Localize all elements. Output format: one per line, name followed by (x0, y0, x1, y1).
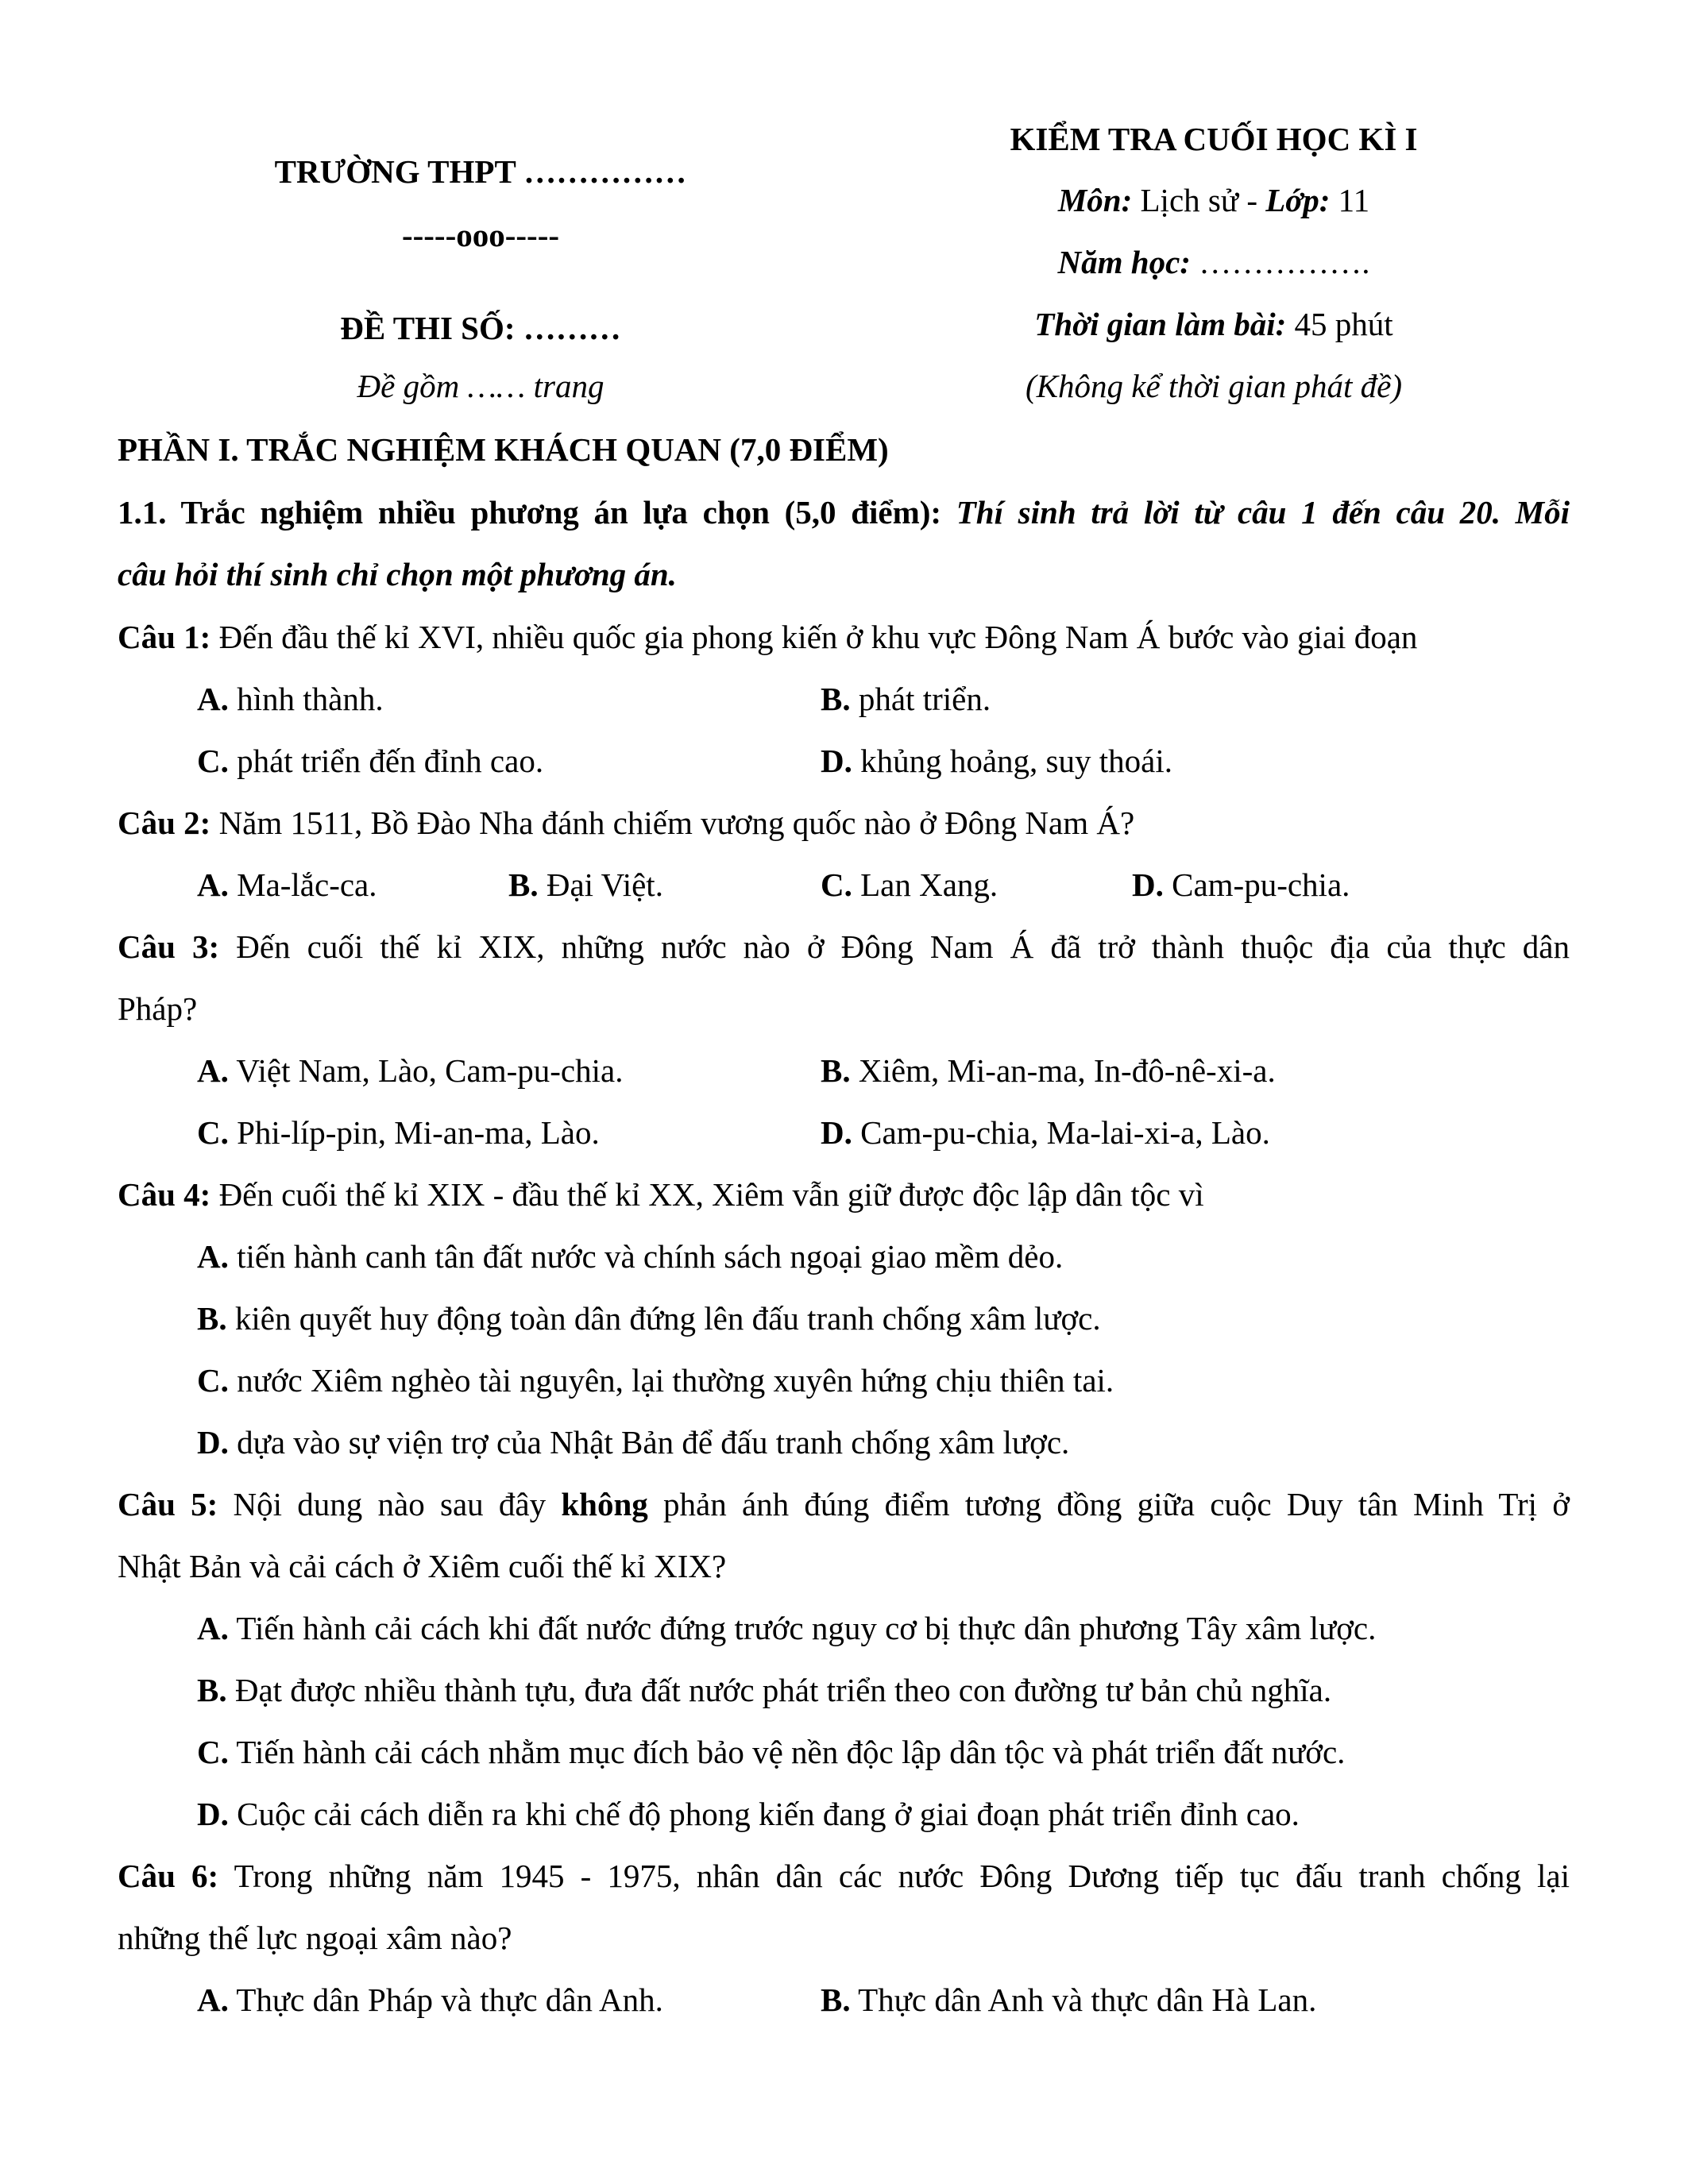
q4-option-a (197, 1238, 1064, 1275)
option-text: Đại Việt. (538, 866, 663, 903)
question-text: Năm 1511, Bồ Đào Nha đánh chiếm vương quốc nào ở Đông Nam Á? (211, 805, 1135, 841)
grade-label: Lớp: (1265, 182, 1331, 218)
question-label: Câu 5: (118, 1486, 218, 1522)
question-text: Đến đầu thế kỉ XVI, nhiều quốc gia phong kiến ở khu vực Đông Nam Á bước vào giai đoạn (211, 619, 1418, 655)
option-key: B. (508, 866, 539, 903)
question-5 (118, 1488, 1570, 1521)
option-key: D. (197, 1796, 229, 1832)
option-key: A. (197, 1052, 229, 1089)
subject-line (1058, 184, 1369, 217)
header-divider: -----ooo----- (401, 217, 560, 253)
question-text: Đến cuối thế kỉ XIX - đầu thế kỉ XX, Xiêm vẫn giữ được độc lập dân tộc vì (211, 1176, 1204, 1213)
question-5-cont: Nhật Bản và cải cách ở Xiêm cuối thế kỉ XIX? (118, 1548, 727, 1584)
option-text: Cam-pu-chia. (1163, 866, 1350, 903)
q6-option-a (197, 1981, 663, 2018)
option-text: phát triển đến đỉnh cao. (228, 743, 544, 779)
question-6-cont: những thế lực ngoại xâm nào? (118, 1920, 512, 1956)
q1-option-d (821, 745, 1172, 778)
q3-option-c (197, 1114, 600, 1151)
question-label: Câu 2: (118, 805, 211, 841)
option-text: dựa vào sự viện trợ của Nhật Bản để đấu tranh chống xâm lược. (228, 1424, 1070, 1461)
question-text-post: phản ánh đúng điểm tương đồng giữa cuộc Duy tân Minh Trị ở (647, 1486, 1570, 1522)
year-value: ……………. (1190, 244, 1370, 280)
q5-option-b (197, 1674, 1331, 1707)
section-instruction-cont: câu hỏi thí sinh chỉ chọn một phương án. (118, 556, 677, 592)
option-key: B. (821, 1052, 851, 1089)
option-key: D. (197, 1424, 229, 1461)
q4-option-d (197, 1426, 1069, 1459)
option-key: A. (197, 1981, 229, 2018)
option-key: B. (821, 681, 851, 717)
option-key: A. (197, 1610, 229, 1646)
question-label: Câu 4: (118, 1176, 211, 1213)
option-text: Lan Xang. (852, 866, 999, 903)
option-text: Thực dân Anh và thực dân Hà Lan. (850, 1981, 1317, 2018)
duration-note: (Không kể thời gian phát đề) (1026, 368, 1402, 404)
q1-option-b (821, 683, 991, 716)
q4-option-b (197, 1302, 1101, 1335)
option-text: Tiến hành cải cách khi đất nước đứng trước nguy cơ bị thực dân phương Tây xâm lược. (228, 1610, 1377, 1646)
option-text: Thực dân Pháp và thực dân Anh. (228, 1981, 663, 2018)
option-text: Ma-lắc-ca. (228, 866, 377, 903)
q4-option-c (197, 1364, 1114, 1397)
question-3-cont: Pháp? (118, 990, 198, 1027)
option-text: Đạt được nhiều thành tựu, đưa đất nước phát triển theo con đường tư bản chủ nghĩa. (226, 1672, 1332, 1708)
option-key: B. (197, 1672, 227, 1708)
option-key: A. (197, 681, 229, 717)
question-label: Câu 6: (118, 1858, 219, 1894)
q2-option-c (821, 866, 999, 903)
section-instruction: Thí sinh trả lời từ câu 1 đến câu 20. Mỗi (941, 494, 1570, 531)
school-name: TRƯỜNG THPT …………… (274, 153, 687, 190)
grade-value: 11 (1330, 182, 1370, 218)
option-text: Xiêm, Mi-an-ma, In-đô-nê-xi-a. (850, 1052, 1276, 1089)
option-key: B. (821, 1981, 851, 2018)
q5-option-d (197, 1798, 1300, 1831)
q3-option-b (821, 1052, 1276, 1089)
question-label: Câu 3: (118, 928, 220, 965)
question-3 (118, 928, 1570, 965)
question-6 (118, 1860, 1570, 1893)
option-key: D. (1132, 866, 1164, 903)
option-key: D. (821, 1114, 852, 1151)
question-1 (118, 621, 1417, 654)
option-text: Phi-líp-pin, Mi-an-ma, Lào. (228, 1114, 600, 1151)
q2-option-a (197, 866, 377, 903)
option-text: Tiến hành cải cách nhằm mục đích bảo vệ nền độc lập dân tộc và phát triển đất nước. (228, 1734, 1346, 1770)
question-label: Câu 1: (118, 619, 211, 655)
question-2 (118, 807, 1134, 839)
question-emphasis: không (561, 1486, 648, 1522)
subject-value: Lịch sử - (1132, 182, 1266, 218)
option-key: D. (821, 743, 852, 779)
option-key: A. (197, 1238, 229, 1275)
option-key: C. (197, 1114, 229, 1151)
q1-option-c (197, 745, 543, 778)
q5-option-a (197, 1612, 1376, 1645)
option-text: phát triển. (850, 681, 991, 717)
q3-option-a (197, 1052, 624, 1089)
option-text: Việt Nam, Lào, Cam-pu-chia. (228, 1052, 624, 1089)
q2-option-b (508, 866, 663, 903)
option-text: kiên quyết huy động toàn dân đứng lên đấu tranh chống xâm lược. (226, 1300, 1101, 1337)
section-label: 1.1. Trắc nghiệm nhiều phương án lựa chọn (5,0 điểm): (118, 494, 942, 531)
duration-value: 45 phút (1286, 306, 1393, 342)
part-title: PHẦN I. TRẮC NGHIỆM KHÁCH QUAN (7,0 ĐIỂM) (118, 431, 889, 468)
subject-label: Môn: (1057, 182, 1133, 218)
option-text: tiến hành canh tân đất nước và chính sách ngoại giao mềm dẻo. (228, 1238, 1064, 1275)
duration-line (1034, 308, 1393, 341)
q2-option-d (1132, 866, 1350, 903)
exam-title: KIỂM TRA CUỐI HỌC KÌ I (1010, 121, 1418, 157)
option-text: Cuộc cải cách diễn ra khi chế độ phong kiến đang ở giai đoạn phát triển đỉnh cao. (228, 1796, 1300, 1832)
option-text: Cam-pu-chia, Ma-lai-xi-a, Lào. (852, 1114, 1270, 1151)
question-4 (118, 1176, 1204, 1213)
q5-option-c (197, 1736, 1345, 1769)
school-year-line (1058, 246, 1370, 279)
question-text: Nội dung nào sau đây (218, 1486, 562, 1522)
page-count: Đề gồm …… trang (357, 368, 605, 404)
option-key: B. (197, 1300, 227, 1337)
option-key: C. (821, 866, 852, 903)
option-key: C. (197, 1734, 229, 1770)
option-key: C. (197, 743, 229, 779)
option-text: khủng hoảng, suy thoái. (852, 743, 1172, 779)
option-text: hình thành. (228, 681, 384, 717)
option-text: nước Xiêm nghèo tài nguyên, lại thường xuyên hứng chịu thiên tai. (228, 1362, 1114, 1399)
question-text: Trong những năm 1945 - 1975, nhân dân các nước Đông Dương tiếp tục đấu tranh chống lại (218, 1858, 1570, 1894)
duration-label: Thời gian làm bài: (1034, 306, 1287, 342)
exam-number: ĐỀ THI SỐ: ……… (340, 310, 621, 346)
year-label: Năm học: (1057, 244, 1191, 280)
q3-option-d (821, 1114, 1270, 1151)
option-key: A. (197, 866, 229, 903)
section-heading (118, 496, 1570, 529)
q6-option-b (821, 1981, 1317, 2018)
question-text: Đến cuối thế kỉ XIX, những nước nào ở Đông Nam Á đã trở thành thuộc địa của thực dân (219, 928, 1570, 965)
q1-option-a (197, 683, 384, 716)
option-key: C. (197, 1362, 229, 1399)
